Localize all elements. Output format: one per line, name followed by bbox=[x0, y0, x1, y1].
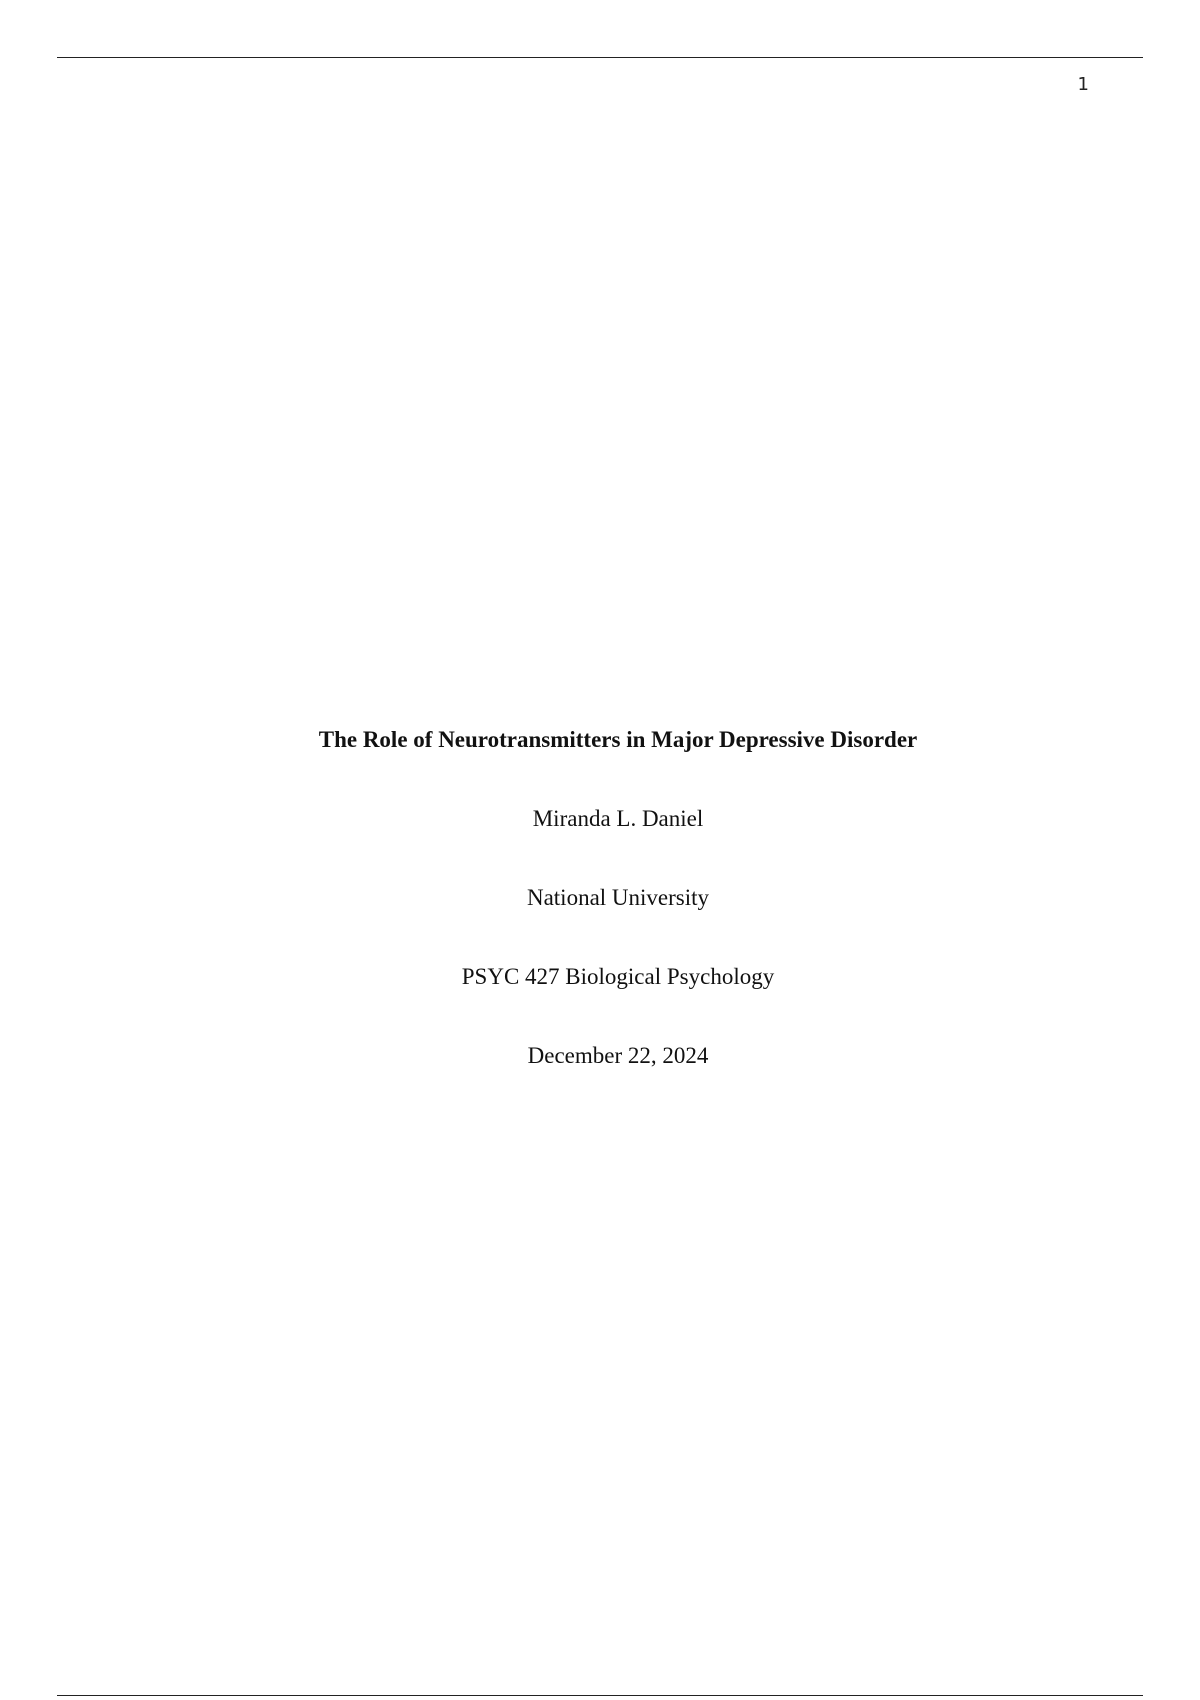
header-rule bbox=[57, 57, 1143, 58]
author-name: Miranda L. Daniel bbox=[532, 806, 704, 831]
submission-date: December 22, 2024 bbox=[527, 1043, 709, 1068]
title-page-block bbox=[0, 725, 1200, 1120]
paper-title: The Role of Neurotransmitters in Major Depressive Disorder bbox=[318, 727, 918, 752]
page-number: 1 bbox=[1077, 74, 1089, 95]
footer-rule bbox=[57, 1695, 1143, 1696]
institution: National University bbox=[526, 885, 710, 910]
course-name: PSYC 427 Biological Psychology bbox=[461, 964, 775, 989]
